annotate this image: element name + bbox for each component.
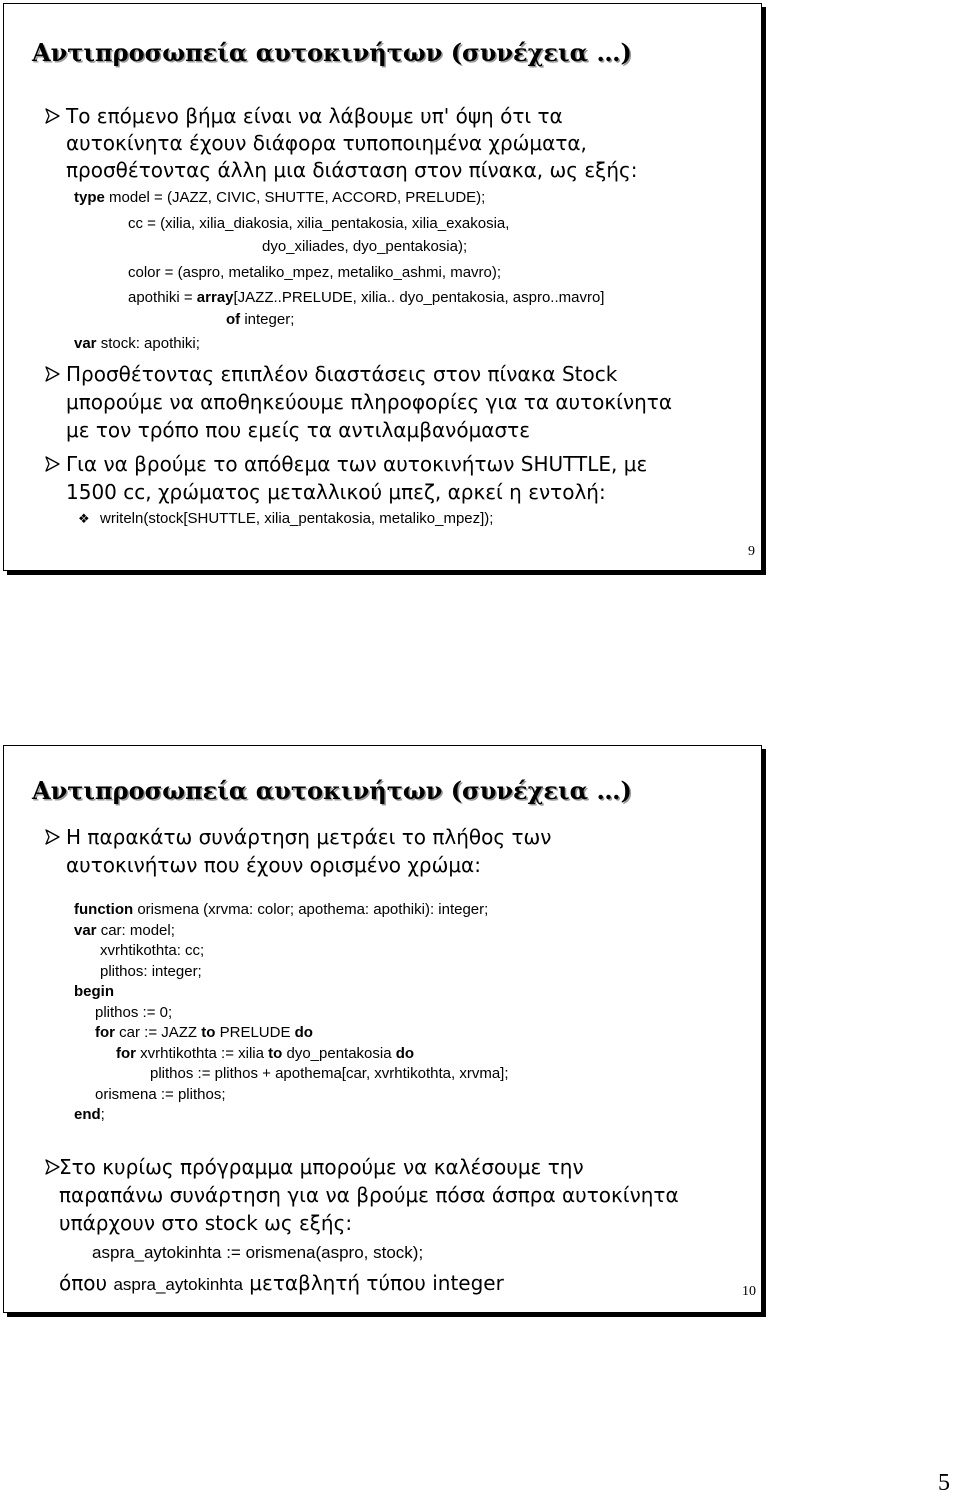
code-line: plithos: integer; [100, 963, 202, 980]
code-text: integer; [240, 311, 295, 328]
keyword: begin [74, 983, 114, 1000]
code-line: plithos := 0; [95, 1004, 173, 1021]
keyword: var [74, 335, 97, 352]
code-text: PRELUDE [215, 1024, 295, 1041]
arrow-bullet-icon [44, 828, 62, 846]
code-line [95, 1024, 313, 1041]
page-number: 5 [938, 1470, 950, 1496]
slide-number: 9 [748, 544, 755, 559]
bullet-text: με τον τρόπο που εμείς τα αντιλαμβανόμαστε [66, 418, 531, 442]
bullet-text: Στο κυρίως πρόγραμμα μπορούμε να καλέσουμε την [59, 1155, 584, 1179]
arrow-bullet-icon [44, 455, 62, 473]
code-text: dyo_pentakosia [282, 1045, 396, 1062]
keyword: var [74, 922, 97, 939]
keyword: for [95, 1024, 115, 1041]
code-text: orismena (xrvma: color; apothema: apothiki): integer; [133, 901, 489, 918]
keyword: end [74, 1106, 101, 1123]
code-text: car: model; [96, 922, 175, 939]
text: μεταβλητή τύπου integer [242, 1271, 504, 1295]
arrow-bullet-icon [44, 107, 62, 125]
keyword: array [196, 289, 234, 306]
bullet-text: υπάρχουν στο stock ως εξής: [59, 1211, 353, 1235]
code-line [116, 1045, 414, 1062]
code-line: xvrhtikothta: cc; [100, 942, 205, 959]
code-line [74, 335, 200, 352]
keyword: for [116, 1045, 136, 1062]
bullet-text: παραπάνω συνάρτηση για να βρούμε πόσα άσπρα αυτοκίνητα [59, 1183, 679, 1207]
code-text: stock: apothiki; [96, 335, 200, 352]
code-line [74, 189, 485, 206]
code-line: aspra_aytokinhta := orismena(aspro, stock); [92, 1243, 424, 1262]
code-line: orismena := plithos; [95, 1086, 226, 1103]
code-text: ; [100, 1106, 105, 1123]
slide-9 [3, 3, 762, 571]
code-text: model = (JAZZ, CIVIC, SHUTTE, ACCORD, PRELUDE); [104, 189, 486, 206]
keyword: to [268, 1045, 283, 1062]
code-line [128, 289, 604, 306]
bullet-text: αυτοκίνητα έχουν διάφορα τυποποιημένα χρώματα, [66, 131, 587, 155]
diamond-bullet-icon: ❖ [78, 512, 90, 527]
slide-title: Αντιπροσωπεία αυτοκινήτων (συνέχεια …) [32, 38, 632, 67]
code-line: dyo_xiliades, dyo_pentakosia); [262, 238, 468, 255]
code-line [74, 922, 175, 939]
bullet-text: Το επόμενο βήμα είναι να λάβουμε υπ' όψη ότι τα [66, 104, 563, 128]
slide-10 [3, 745, 762, 1313]
bullet-text [59, 1271, 504, 1295]
code-line: cc = (xilia, xilia_diakosia, xilia_pentakosia, xilia_exakosia, [128, 215, 510, 232]
code-line: color = (aspro, metaliko_mpez, metaliko_ashmi, mavro); [128, 264, 502, 281]
bullet-text: μπορούμε να αποθηκεύουμε πληροφορίες για τα αυτοκίνητα [66, 390, 673, 414]
slide-number: 10 [742, 1284, 756, 1299]
code-line [74, 901, 488, 918]
keyword: function [74, 901, 134, 918]
bullet-text: Για να βρούμε το απόθεμα των αυτοκινήτων SHUTTLE, με [66, 452, 648, 476]
code-line [226, 311, 294, 328]
code-text: car := JAZZ [115, 1024, 202, 1041]
bullet-text: αυτοκινήτων που έχουν ορισμένο χρώμα: [66, 853, 481, 877]
keyword: do [395, 1045, 415, 1062]
code-line: writeln(stock[SHUTTLE, xilia_pentakosia, metaliko_mpez]); [100, 510, 494, 527]
code-text: apothiki = [128, 289, 197, 306]
bullet-text: Η παρακάτω συνάρτηση μετράει το πλήθος των [66, 825, 552, 849]
bullet-text: προσθέτοντας άλλη μια διάσταση στον πίνακα, ως εξής: [66, 158, 638, 182]
code-text: xvrhtikothta := xilia [136, 1045, 269, 1062]
keyword: of [226, 311, 241, 328]
code-line: plithos := plithos + apothema[car, xvrhtikothta, xrvma]; [150, 1065, 509, 1082]
bullet-text: 1500 cc, χρώματος μεταλλικού μπεζ, αρκεί η εντολή: [66, 480, 606, 504]
arrow-bullet-icon [44, 365, 62, 383]
code-text: aspra_aytokinhta [113, 1275, 243, 1294]
slide-title: Αντιπροσωπεία αυτοκινήτων (συνέχεια …) [32, 776, 632, 805]
keyword: do [294, 1024, 313, 1041]
keyword: type [74, 189, 105, 206]
code-line [74, 1106, 105, 1123]
text: όπου [59, 1271, 114, 1295]
keyword: to [201, 1024, 216, 1041]
code-text: [JAZZ..PRELUDE, xilia.. dyo_pentakosia, aspro..mavro] [233, 289, 605, 306]
bullet-text: Προσθέτοντας επιπλέον διαστάσεις στον πίνακα Stock [66, 362, 618, 386]
